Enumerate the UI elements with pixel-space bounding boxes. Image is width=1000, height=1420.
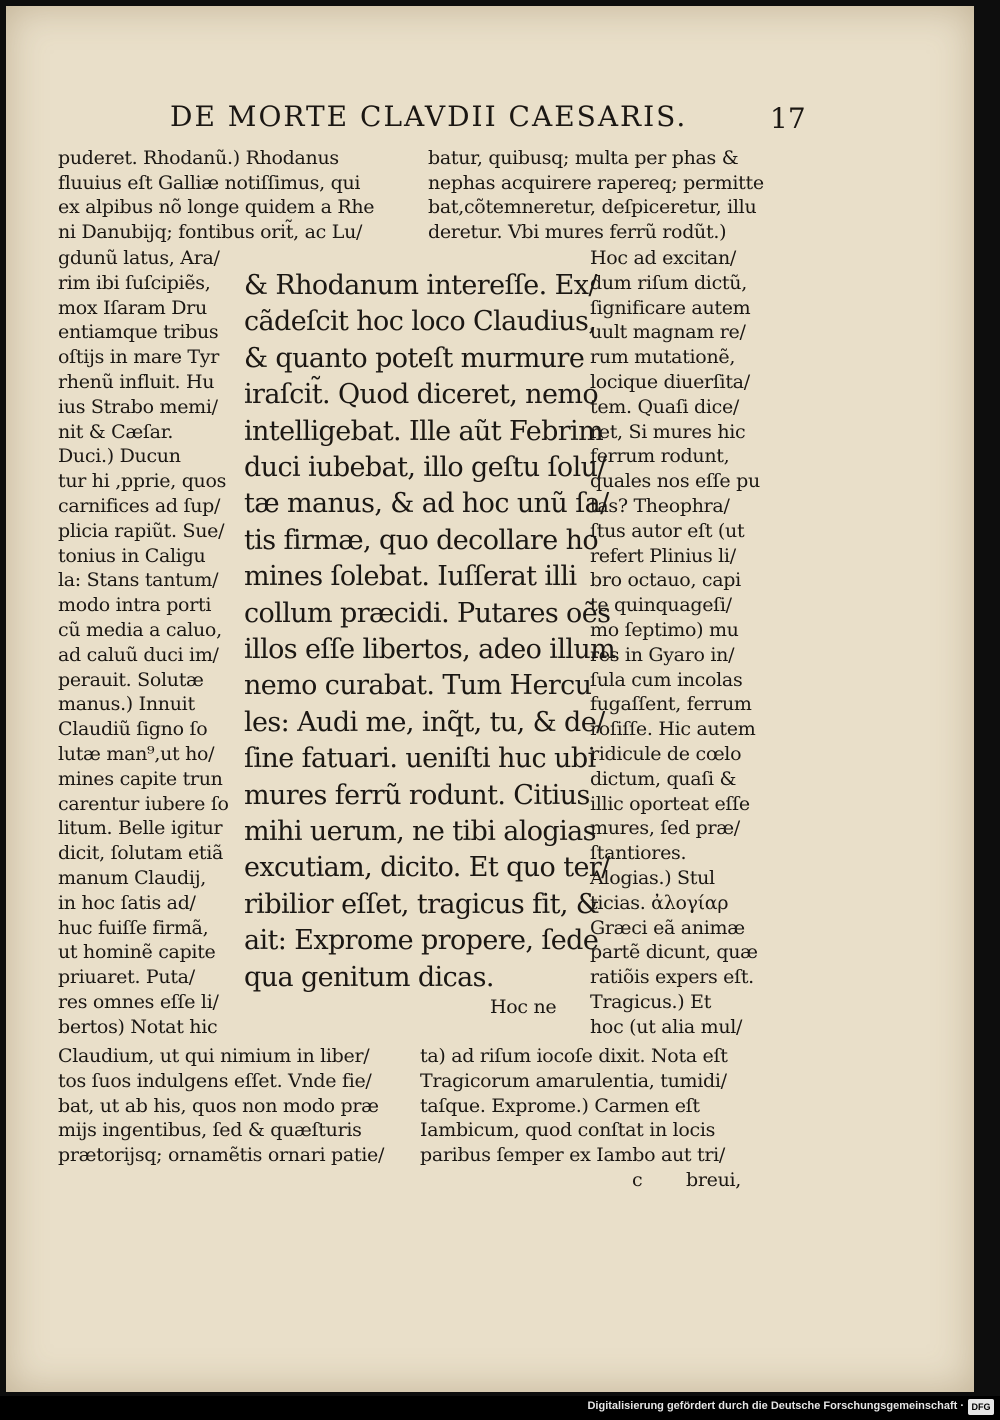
text-line: manus.) Innuit xyxy=(58,693,195,716)
text-line: tæ manus, & ad hoc unũ ſa/ xyxy=(244,488,609,520)
text-line: entiamque tribus xyxy=(58,321,219,344)
text-line: cũ media a caluo, xyxy=(58,619,222,641)
dfg-logo: DFG xyxy=(968,1399,994,1415)
footer-credit: Digitalisierung gefördert durch die Deutsche Forschungsgemeinschaft · xyxy=(587,1400,964,1412)
main-catchword: Hoc ne xyxy=(490,996,557,1018)
running-title: DE MORTE CLAVDII CAESARIS. xyxy=(170,100,688,133)
text-line: ribilior eſſet, tragicus fit, & xyxy=(244,888,600,920)
text-line: carnifices ad ſup/ xyxy=(58,495,221,517)
text-line: mines ſolebat. Iuſſerat illi xyxy=(244,561,577,593)
text-line: hoc (ut alia mul/ xyxy=(590,1015,743,1038)
text-line: cãdeſcit hoc loco Claudius, xyxy=(244,306,597,338)
text-line: res omnes eſſe li/ xyxy=(58,991,219,1013)
text-line: dicit, ſolutam etiã xyxy=(58,842,224,865)
text-line: ſignificare autem xyxy=(590,296,751,319)
text-line: illos eſſe libertos, adeo illum xyxy=(244,634,616,665)
catchword: breui, xyxy=(686,1169,742,1191)
text-line: ni Danubijq; fontibus orit̃, ac Lu/ xyxy=(58,220,363,243)
text-line: dictum, quaſi & xyxy=(590,767,737,790)
text-line: ait: Exprome propere, ſede xyxy=(244,925,599,957)
text-line: Græci eã animæ xyxy=(590,916,745,939)
text-line: Claudium, ut qui nimium in liber/ xyxy=(58,1045,370,1067)
page-number: 17 xyxy=(770,102,806,135)
text-line: rhenũ influit. Hu xyxy=(58,371,215,393)
text-line: ut hominẽ capite xyxy=(58,941,216,964)
text-line: Hoc ad excitan/ xyxy=(590,247,736,269)
text-line: paribus ſemper ex Iambo aut tri/ xyxy=(420,1144,725,1167)
text-line: bro octauo, capi xyxy=(590,569,741,592)
text-line: partẽ dicunt, quæ xyxy=(590,941,758,964)
text-line: la: Stans tantum/ xyxy=(58,569,219,592)
text-line: ticias. ἀλογίαρ xyxy=(590,891,729,914)
text-line: duci iubebat, illo geſtu ſolu/ xyxy=(244,452,606,483)
text-line: mures, ſed præ/ xyxy=(590,817,740,840)
text-line: rim ibi ſuſcipiẽs, xyxy=(58,271,211,294)
text-line: ta) ad riſum iocoſe dixit. Nota eſt xyxy=(420,1045,728,1067)
text-line: mo ſeptimo) mu xyxy=(590,619,739,641)
text-line: gdunũ latus, Ara/ xyxy=(58,247,220,269)
text-line: mures ferrũ rodunt. Citius xyxy=(244,779,590,811)
text-line: locique diuerſita/ xyxy=(590,371,750,393)
text-line: carentur iubere ſo xyxy=(58,792,229,815)
text-line: tos ſuos indulgens eſſet. Vnde fie/ xyxy=(58,1069,372,1092)
text-line: les: Audi me, inq̃t, tu, & de/ xyxy=(244,706,605,738)
text-line: dum riſum dictũ, xyxy=(590,271,747,294)
text-line: ad caluũ duci im/ xyxy=(58,643,219,666)
text-line: tis firmæ, quo decollare ho xyxy=(244,524,599,556)
text-line: roſiſſe. Hic autem xyxy=(590,718,756,741)
text-line: excutiam, dicito. Et quo ter/ xyxy=(244,852,610,884)
text-line: plicia rapiũt. Sue/ xyxy=(58,519,225,542)
text-line: fluuius eſt Galliæ notiſſimus, qui xyxy=(58,171,361,194)
text-line: nit & Cæſar. xyxy=(58,420,174,443)
text-line: nemo curabat. Tum Hercu xyxy=(244,670,592,702)
text-line: Tragicus.) Et xyxy=(590,991,712,1013)
text-line: ret, Si mures hic xyxy=(590,420,746,443)
text-line: ſtantiores. xyxy=(590,842,687,865)
text-line: perauit. Solutæ xyxy=(58,668,204,691)
text-line: tas? Theophra/ xyxy=(590,495,730,517)
text-line: & quanto poteſt murmure xyxy=(244,342,585,374)
text-line: Iambicum, quod conſtat in locis xyxy=(420,1119,716,1142)
text-line: litum. Belle igitur xyxy=(58,817,223,840)
text-line: in hoc ſatis ad/ xyxy=(58,891,196,914)
text-line: tem. Quaſi dice/ xyxy=(590,395,739,418)
text-line: intelligebat. Ille aũt Febrim xyxy=(244,415,604,447)
footer-bar xyxy=(0,1396,1000,1420)
text-line: Claudiũ ſigno ſo xyxy=(58,718,208,741)
text-line: bat, ut ab his, quos non modo præ xyxy=(58,1094,379,1117)
text-line: oſtijs in mare Tyr xyxy=(58,346,220,369)
text-line: ſine fatuari. ueniſti huc ubi xyxy=(244,743,596,775)
text-line: huc fuiſſe firmã, xyxy=(58,916,209,939)
text-line: ſula cum incolas xyxy=(590,668,743,691)
text-line: mines capite trun xyxy=(58,767,223,790)
text-line: ridicule de cœlo xyxy=(590,743,742,765)
text-line: batur, quibusq; multa per phas & xyxy=(428,147,739,169)
text-line: fugaſſent, ferrum xyxy=(590,693,752,716)
text-line: taſque. Exprome.) Carmen eſt xyxy=(420,1094,700,1117)
text-line: deretur. Vbi mures ferrũ rodũt.) xyxy=(428,220,727,243)
text-line: collum præcidi. Putares oẽs xyxy=(244,597,611,629)
signature-mark: c xyxy=(632,1169,643,1191)
text-line: Tragicorum amarulentia, tumidi/ xyxy=(420,1069,727,1092)
text-line: qua genitum dicas. xyxy=(244,961,494,993)
text-line: priuaret. Puta/ xyxy=(58,966,195,989)
text-line: mijs ingentibus, ſed & quæſturis xyxy=(58,1119,362,1142)
text-line: refert Plinius li/ xyxy=(590,544,736,567)
text-line: Alogias.) Stul xyxy=(590,867,715,889)
text-line: tonius in Caligu xyxy=(58,544,206,567)
text-line: ex alpibus nõ longe quidem a Rhe xyxy=(58,196,375,218)
text-line: ratiõis expers eſt. xyxy=(590,966,754,989)
text-line: modo intra porti xyxy=(58,594,212,617)
text-line: quales nos eſſe pu xyxy=(590,470,760,493)
text-line: iraſcit̃. Quod diceret, nemo xyxy=(244,379,598,411)
text-line: te quinquageſi/ xyxy=(590,594,732,617)
text-line: ſtus autor eſt (ut xyxy=(590,519,745,542)
text-line: uult magnam re/ xyxy=(590,321,746,344)
text-line: prætorijsq; ornamẽtis ornari patie/ xyxy=(58,1144,385,1167)
text-line: mox Iſaram Dru xyxy=(58,296,207,319)
text-line: tur hi ,pprie, quos xyxy=(58,470,227,493)
text-line: ius Strabo memi/ xyxy=(58,395,218,418)
text-line: Duci.) Ducun xyxy=(58,445,181,468)
text-line: & Rhodanum intereſſe. Ex/ xyxy=(244,270,597,301)
text-line: illic oporteat eſſe xyxy=(590,792,750,815)
text-line: mihi uerum, ne tibi alogias xyxy=(244,816,596,847)
text-line: manum Claudij, xyxy=(58,867,207,889)
text-line: puderet. Rhodanũ.) Rhodanus xyxy=(58,147,339,169)
text-line: lutæ man⁹,ut ho/ xyxy=(58,743,215,765)
text-line: bat,cõtemneretur, deſpiceretur, illu xyxy=(428,196,757,218)
text-line: nephas acquirere rapereq; permitte xyxy=(428,171,764,194)
text-line: res in Gyaro in/ xyxy=(590,643,735,666)
text-line: rum mutationẽ, xyxy=(590,346,736,369)
text-line: bertos) Notat hic xyxy=(58,1015,218,1038)
text-line: ferrum rodunt, xyxy=(590,445,730,468)
